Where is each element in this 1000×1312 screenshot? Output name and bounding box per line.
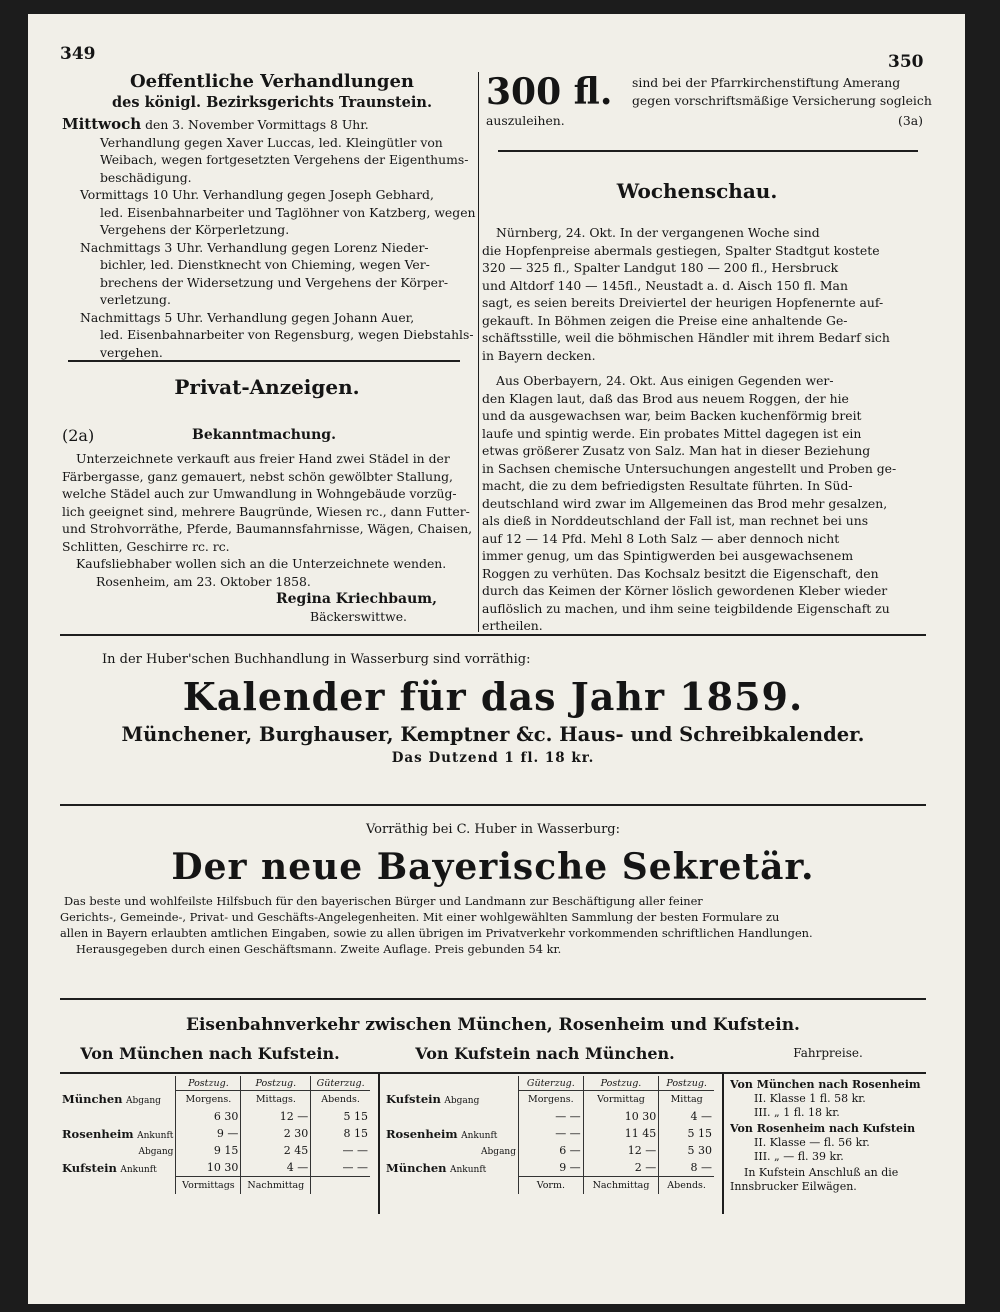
private-signer-title: Bäckerswittwe. <box>310 609 407 624</box>
calendar-price: Das Dutzend 1 fl. 18 kr. <box>391 750 595 766</box>
fare-note: Innsbrucker Eilwägen. <box>730 1180 857 1193</box>
private-heading: Bekanntmachung. <box>192 427 336 443</box>
private-line: und Strohvorräthe, Pferde, Baumannsfahrnisse, Wägen, Chaisen, <box>62 521 472 536</box>
fare-line: II. Klasse — fl. 56 kr. <box>754 1136 870 1149</box>
column-divider <box>478 72 479 632</box>
secretary-line: allen in Bayern erlaubten amtlichen Eingaben, sowie zu allen übrigen im Privatverkehr vorkommenden schriftlichen Handlungen. <box>60 926 813 940</box>
weekly-line: laufe und spintig werde. Ein probates Mittel dagegen ist ein <box>482 425 862 441</box>
ad-line: gegen vorschriftsmäßige Versicherung sogleich <box>632 93 932 108</box>
table-row: Kufstein Ankunft 10 30 4 — — — <box>62 1160 368 1175</box>
table-row: Rosenheim Ankunft — — 11 45 5 15 <box>386 1126 712 1141</box>
rail-divider <box>722 1074 724 1214</box>
weekly-review <box>482 178 912 635</box>
weekly-line: durch das Keimen der Körner löslich gewordenen Kleber wieder <box>482 583 888 598</box>
table-row: 6 30 12 — 5 15 <box>60 1108 370 1125</box>
table-row: Rosenheim Ankunft 9 — 2 30 8 15 <box>62 1126 368 1141</box>
private-title: Privat-Anzeigen. <box>174 375 360 399</box>
private-date: Rosenheim, am 23. Oktober 1858. <box>96 573 311 589</box>
fare-line: II. Klasse 1 fl. 58 kr. <box>754 1092 866 1105</box>
weekly-line: und da ausgewachsen war, beim Backen kuchenförmig breit <box>482 408 862 423</box>
weekly-line: in Bayern decken. <box>482 347 596 363</box>
weekly-line: auflöslich zu machen, und ihm seine teigbildende Eigenschaft zu <box>482 600 890 616</box>
private-line: Unterzeichnete verkauft aus freier Hand zwei Städel in der <box>76 451 450 466</box>
rail-right-title: Von Kufstein nach München. <box>415 1044 675 1063</box>
railway-timetable <box>60 1014 926 1294</box>
section-divider <box>60 998 926 1000</box>
rail-right-table: Güterzug. Postzug. Postzug. Kufstein Abgang Morgens. Vormittag Mittag — — 10 30 4 — Rosenheim Ankunft — — 11 45 5 15 Abgang 6 — 12 — 5 30 München Ankunft 9 — 2 — 8 — Vorm. Nachmittag Abends. <box>384 1076 714 1194</box>
private-ads <box>62 374 472 626</box>
col-header: Postzug. <box>176 1076 241 1091</box>
secretary-line: Herausgegeben durch einen Geschäftsmann. Zweite Auflage. Preis gebunden 54 kr. <box>76 942 562 956</box>
weekly-line: deutschland wird zwar im Allgemeinen das Brod mehr gesalzen, <box>482 495 888 511</box>
court-line: Weibach, wegen fortgesetzten Vergehens der Eigenthums- <box>100 152 469 167</box>
calendar-title: Kalender für das Jahr 1859. <box>182 674 804 719</box>
fares-panel <box>730 1078 926 1194</box>
rail-left-table: Postzug. Postzug. Güterzug. München Abgang Morgens. Mittags. Abends. 6 30 12 — 5 15 Rosenheim Ankunft 9 — 2 30 8 15 Abgang 9 15 2 45 — — Kufstein Ankunft 10 30 4 — — — Vormittags Nachmittag <box>60 1076 370 1194</box>
court-line: brechens der Widersetzung und Vergehens der Körper- <box>100 274 449 290</box>
court-date: den 3. November Vormittags 8 Uhr. <box>141 117 369 132</box>
court-line: bichler, led. Dienstknecht von Chieming, wegen Ver- <box>100 257 430 272</box>
court-subtitle: des königl. Bezirksgerichts Traunstein. <box>112 94 432 111</box>
col-header: Postzug. <box>659 1076 714 1091</box>
court-title: Oeffentliche Verhandlungen <box>129 71 414 92</box>
rail-left-title: Von München nach Kufstein. <box>80 1044 340 1063</box>
weekly-line: als dieß in Norddeutschland der Fall ist, man rechnet bei uns <box>482 513 869 528</box>
weekly-line: macht, die zu dem befriedigsten Resultate führten. In Süd- <box>482 478 853 493</box>
section-divider <box>60 804 926 806</box>
rail-divider <box>378 1074 380 1214</box>
weekly-line: sagt, es seien bereits Dreiviertel der heurigen Hopfenernte auf- <box>482 295 884 310</box>
page-number-right: 350 <box>888 52 924 72</box>
fare-line: III. „ 1 fl. 18 kr. <box>754 1106 840 1119</box>
col-header: Güterzug. <box>519 1076 584 1091</box>
private-line: welche Städel auch zur Umwandlung in Wohngebäude vorzüg- <box>62 486 457 501</box>
table-row: München Ankunft 9 — 2 — 8 — <box>386 1160 712 1175</box>
section-divider <box>60 634 926 636</box>
ad-line: auszuleihen. <box>486 113 565 128</box>
weekly-line: auf 12 — 14 Pfd. Mehl 8 Loth Salz — aber dennoch nicht <box>482 530 840 546</box>
weekly-title: Wochenschau. <box>616 179 778 203</box>
table-row: Abgang 6 — 12 — 5 30 <box>481 1144 712 1157</box>
table-row: — — 10 30 4 — <box>384 1108 714 1125</box>
fares-title: Fahrpreise. <box>793 1046 863 1060</box>
weekly-line: gekauft. In Böhmen zeigen die Preise eine anhaltende Ge- <box>482 312 848 328</box>
court-notice <box>62 72 482 361</box>
weekly-line: in Sachsen chemische Untersuchungen angestellt und Proben ge- <box>482 460 897 476</box>
private-line: Schlitten, Geschirre rc. rc. <box>62 538 230 554</box>
court-line: Vormittags 10 Uhr. Verhandlung gegen Joseph Gebhard, <box>80 187 434 202</box>
private-tag: (2a) <box>62 426 95 445</box>
newspaper-page <box>28 14 965 1304</box>
ad-amount: 300 fl. <box>486 71 613 113</box>
calendar-subtitle: Münchener, Burghauser, Kemptner &c. Haus- und Schreibkalender. <box>121 723 865 746</box>
weekly-line: Aus Oberbayern, 24. Okt. Aus einigen Gegenden wer- <box>496 373 834 388</box>
table-row: München Abgang Morgens. Mittags. Abends. <box>60 1091 370 1109</box>
court-line: Nachmittags 5 Uhr. Verhandlung gegen Johann Auer, <box>80 309 415 325</box>
private-line: Kaufsliebhaber wollen sich an die Unterzeichnete wenden. <box>76 556 447 571</box>
weekly-line: schäftsstille, weil die böhmischen Händler mit ihrem Bedarf sich <box>482 330 890 345</box>
court-line: verletzung. <box>100 292 171 307</box>
fare-route: Von Rosenheim nach Kufstein <box>730 1122 916 1135</box>
secretary-title: Der neue Bayerische Sekretär. <box>171 846 815 888</box>
fare-route: Von München nach Rosenheim <box>730 1078 921 1091</box>
weekly-line: den Klagen laut, daß das Brod aus neuem Roggen, der hie <box>482 390 849 406</box>
weekly-line: die Hopfenpreise abermals gestiegen, Spalter Stadtgut kostete <box>482 242 880 258</box>
table-row: Abgang 9 15 2 45 — — <box>138 1144 368 1157</box>
ad-tag: (3a) <box>898 113 923 128</box>
weekly-line: und Altdorf 140 — 145fl., Neustadt a. d. Aisch 150 fl. Man <box>482 277 848 293</box>
col-header: Güterzug. <box>311 1076 370 1091</box>
secretary-line: Das beste und wohlfeilste Hilfsbuch für den bayerischen Bürger und Landmann zur Beschäftigung aller feiner <box>64 894 703 908</box>
rail-header-rule <box>60 1072 926 1074</box>
court-line: Vergehens der Körperletzung. <box>100 222 290 237</box>
weekly-line: immer genug, um das Spintigwerden bei ausgewachsenem <box>482 548 854 563</box>
court-line: Verhandlung gegen Xaver Luccas, led. Kleingütler von <box>100 134 443 150</box>
secretary-intro: Vorräthig bei C. Huber in Wasserburg: <box>365 822 621 837</box>
calendar-intro: In der Huber'schen Buchhandlung in Wasserburg sind vorräthig: <box>102 652 531 667</box>
fare-line: III. „ — fl. 39 kr. <box>754 1150 844 1163</box>
secretary-ad <box>60 822 926 957</box>
page-number-left: 349 <box>60 44 96 64</box>
weekly-line: Roggen zu verhüten. Das Kochsalz besitzt die Eigenschaft, den <box>482 565 879 581</box>
calendar-ad <box>60 652 926 767</box>
private-signer: Regina Kriechbaum, <box>276 591 437 607</box>
rail-title: Eisenbahnverkehr zwischen München, Rosenheim und Kufstein. <box>186 1015 800 1035</box>
court-line: Nachmittags 3 Uhr. Verhandlung gegen Lorenz Nieder- <box>80 239 429 255</box>
section-divider <box>68 360 460 362</box>
weekly-line: Nürnberg, 24. Okt. In der vergangenen Woche sind <box>496 225 820 240</box>
weekly-line: etwas größerer Zusatz von Salz. Man hat in dieser Beziehung <box>482 443 871 458</box>
secretary-line: Gerichts-, Gemeinde-, Privat- und Geschäfts-Angelegenheiten. Mit einer wohlgewählten Sammlung der besten Formulare zu <box>60 910 780 924</box>
table-row: Kufstein Abgang Morgens. Vormittag Mittag <box>384 1091 714 1109</box>
private-line: Färbergasse, ganz gemauert, nebst schön gewölbter Stallung, <box>62 468 453 484</box>
court-day: Mittwoch <box>62 116 142 133</box>
col-header: Postzug. <box>583 1076 659 1091</box>
court-line: beschädigung. <box>100 169 192 185</box>
court-line: led. Eisenbahnarbeiter und Taglöhner von Katzberg, wegen <box>100 204 476 220</box>
weekly-line: 320 — 325 fl., Spalter Landgut 180 — 200 fl., Hersbruck <box>482 260 839 275</box>
private-line: lich geeignet sind, mehrere Baugründe, Wiesen rc., dann Futter- <box>62 503 470 519</box>
weekly-line: ertheilen. <box>482 618 543 633</box>
court-line: vergehen. <box>100 344 163 360</box>
ad-line: sind bei der Pfarrkirchenstiftung Amerang <box>632 75 901 90</box>
court-date-line <box>62 116 482 134</box>
col-header: Postzug. <box>241 1076 311 1091</box>
court-line: led. Eisenbahnarbeiter von Regensburg, wegen Diebstahls- <box>100 327 474 342</box>
section-divider <box>498 150 918 152</box>
fare-note: In Kufstein Anschluß an die <box>744 1166 899 1179</box>
